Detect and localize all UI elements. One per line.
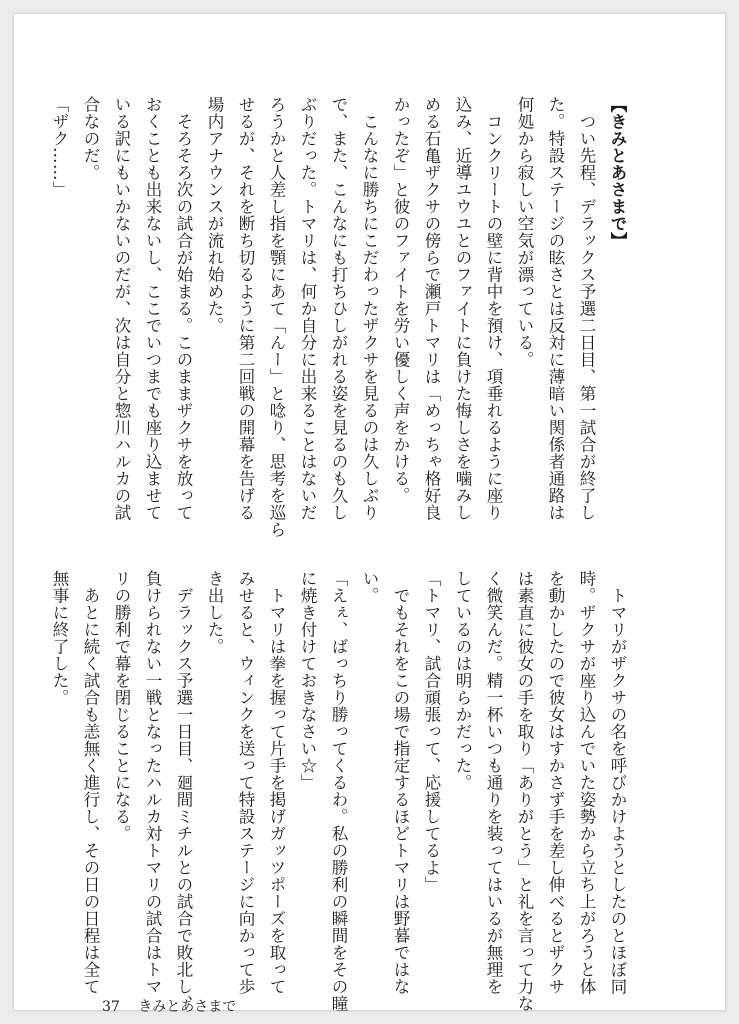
- text-line: き出した。: [205, 570, 224, 655]
- text-line: で、また、こんなにも打ちひしがれる姿を見るのも久し: [329, 96, 348, 521]
- text-line: を動かしたので彼女はすかさず手を差し伸べるとザクサ: [546, 570, 565, 995]
- text-line: リの勝利で幕を閉じることになる。: [112, 570, 131, 842]
- text-line: く微笑んだ。精一杯いつも通りを装ってはいるが無理を: [484, 570, 503, 995]
- text-line: せるが、それを断ち切るように第二回戦の開幕を告げる: [236, 96, 255, 521]
- page-footer: [102, 996, 236, 1016]
- text-line: かったぞ」と彼のファイトを労い優しく声をかける。: [391, 96, 410, 504]
- text-line: デラックス予選一日目、廻間ミチルとの試合で敗北し、: [174, 570, 193, 1012]
- text-line: あとに続く試合も恙無く進行し、その日の日程は全て: [81, 570, 100, 995]
- upper-text-block: [50, 96, 633, 538]
- text-line: みせると、ウィンクを送って特設ステージに向かって歩: [236, 570, 255, 995]
- text-line: 「トマリ、試合頑張って、応援してるよ」: [422, 570, 441, 893]
- text-line: いる訳にもいかないのだが、次は自分と惣川ハルカの試: [112, 96, 131, 521]
- text-line: は素直に彼女の手を取り「ありがとう」と礼を言って力な: [515, 570, 534, 1012]
- text-line: しているのは明らかだった。: [453, 570, 472, 791]
- running-title: きみとあさまで: [138, 999, 237, 1015]
- text-line: つい先程、デラックス予選二日目、第一試合が終了し: [577, 96, 596, 521]
- text-line: でもそれをこの場で指定するほどトマリは野暮ではな: [391, 570, 410, 995]
- text-line: 合なのだ。: [81, 96, 100, 181]
- text-line: い。: [360, 570, 379, 604]
- text-line: 「ザク……」: [50, 96, 69, 198]
- text-line: 場内アナウンスが流れ始めた。: [205, 96, 224, 334]
- text-line: 無事に終了した。: [50, 570, 69, 706]
- text-line: こんなに勝ちにこだわったザクサを見るのは久しぶり: [360, 96, 379, 521]
- text-line: 何処から寂しい空気が漂っている。: [515, 96, 534, 368]
- text-line: そろそろ次の試合が始まる。このままザクサを放って: [174, 96, 193, 521]
- book-page: [14, 14, 725, 1015]
- chapter-heading: 【きみとあさまで】: [608, 96, 627, 249]
- text-line: ぶりだった。トマリは、何か自分に出来ることはないだ: [298, 96, 317, 521]
- text-line: トマリがザクサの名を呼びかけようとしたのとほぼ同: [608, 570, 627, 995]
- text-line: トマリは拳を握って片手を掲げガッツポーズを取って: [267, 570, 286, 995]
- text-line: 「えぇ、ばっちり勝ってくるわ。私の勝利の瞬間をその瞳: [329, 570, 348, 1012]
- text-line: 時。ザクサが座り込んでいた姿勢から立ち上がろうと体: [577, 570, 596, 995]
- text-line: た。特設ステージの眩さとは反対に薄暗い関係者通路は: [546, 96, 565, 521]
- text-line: コンクリートの壁に背中を預け、項垂れるように座り: [484, 96, 503, 521]
- text-line: おくことも出来ないし、ここでいつまでも座り込ませて: [143, 96, 162, 521]
- text-line: 込み、近導ユウユとのファイトに負けた悔しさを噛みし: [453, 96, 472, 521]
- text-line: に焼き付けておきなさい☆」: [298, 570, 317, 791]
- page-number: 37: [102, 999, 120, 1015]
- text-line: ろうかと人差し指を顎にあて「んー」と唸り、思考を巡ら: [267, 96, 286, 538]
- text-line: める石亀ザクサの傍らで瀬戸トマリは「めっちゃ格好良: [422, 96, 441, 521]
- text-line: 負けられない一戦となったハルカ対トマリの試合はトマ: [143, 570, 162, 995]
